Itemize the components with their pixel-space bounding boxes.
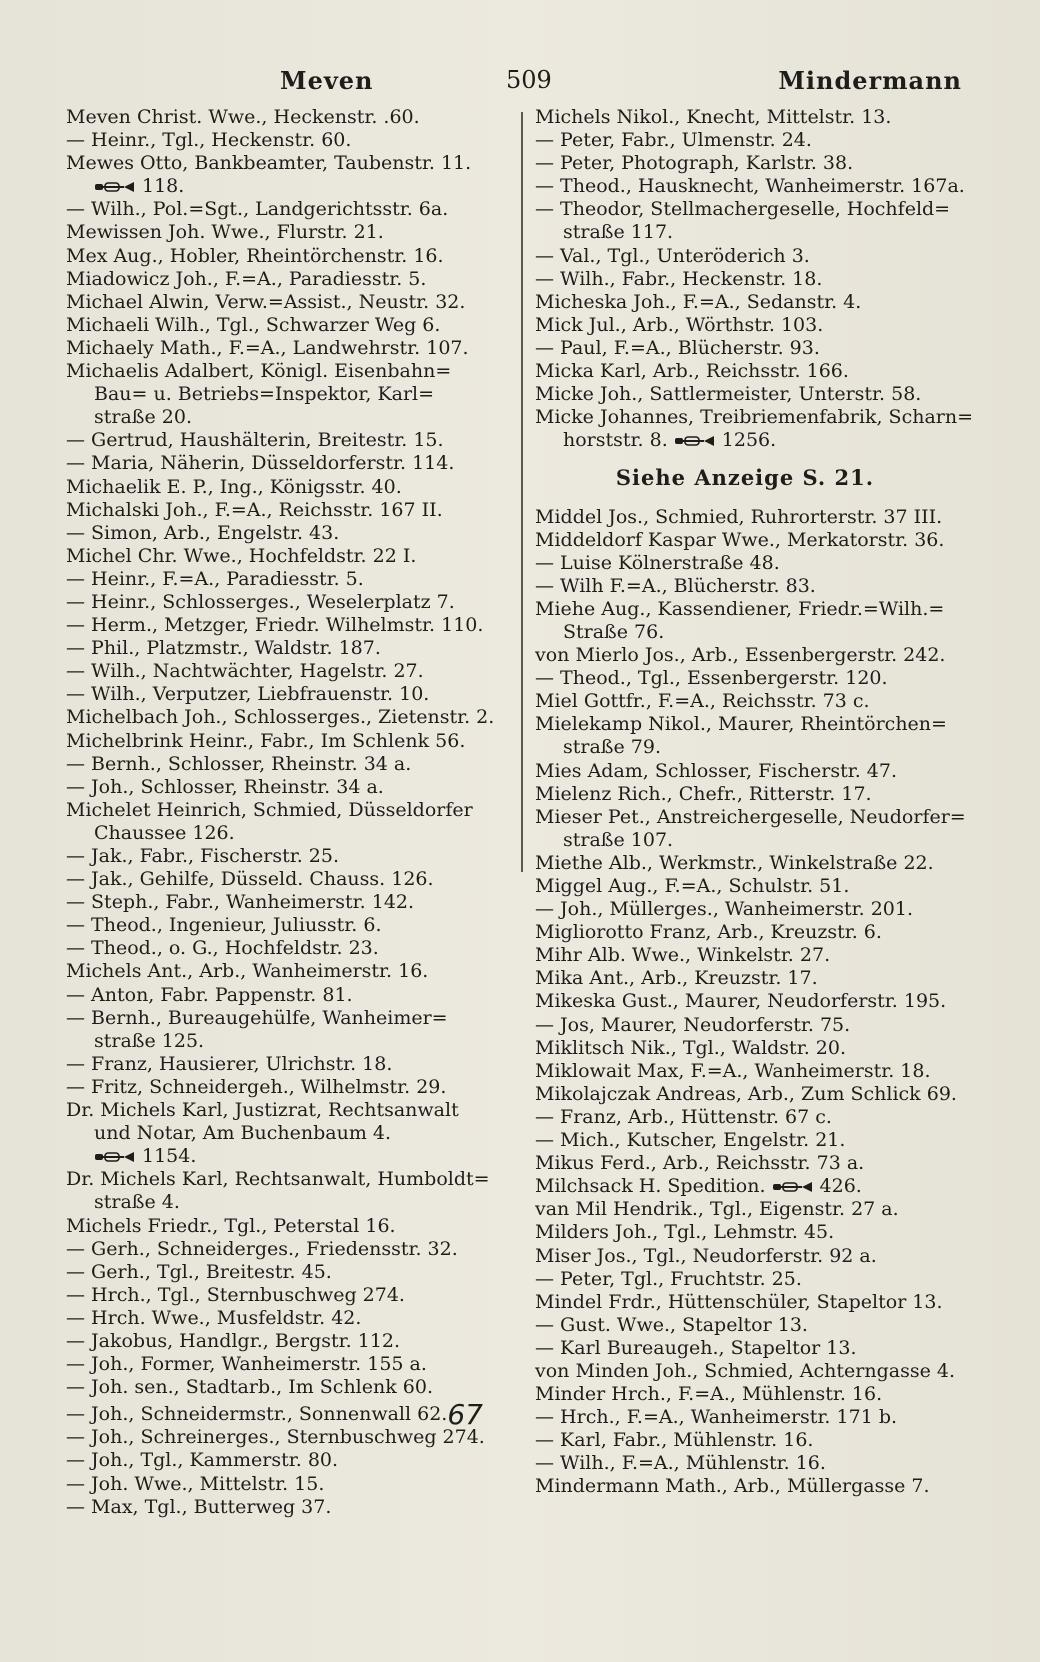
- directory-entry: [66, 522, 506, 545]
- entry-line: — Wilh., Nachtwächter, Hagelstr. 27.: [66, 660, 424, 683]
- directory-entry: [66, 1496, 506, 1519]
- directory-entry: [66, 1168, 506, 1214]
- entry-line: — Heinr., Schlosserges., Weselerplatz 7.: [66, 590, 455, 613]
- entry-line: — Mich., Kutscher, Engelstr. 21.: [535, 1129, 846, 1152]
- entry-line: — Hrch., Tgl., Sternbuschweg 274.: [66, 1283, 405, 1306]
- directory-entry: [66, 591, 506, 614]
- directory-entry: [535, 360, 955, 383]
- entry-line: Michelbach Joh., Schlosserges., Zietenstr. 2.: [66, 706, 495, 729]
- directory-entry: [66, 776, 506, 799]
- left-column: [66, 106, 506, 1519]
- directory-entry: [535, 291, 955, 314]
- directory-entry: [535, 1360, 955, 1383]
- entry-line: Miadowicz Joh., F.=A., Paradiesstr. 5.: [66, 267, 427, 290]
- directory-entry: [535, 944, 955, 967]
- entry-line: — Joh. sen., Stadtarb., Im Schlenk 60.: [66, 1376, 434, 1399]
- entry-line: — Wilh., F.=A., Mühlenstr. 16.: [535, 1452, 826, 1475]
- entry-line: Mick Jul., Arb., Wörthstr. 103.: [535, 313, 824, 336]
- entry-line: Michaelis Adalbert, Königl. Eisenbahn=: [66, 360, 452, 383]
- directory-entry: [535, 1291, 955, 1314]
- entry-line: — Joh., Former, Wanheimerstr. 155 a.: [66, 1353, 427, 1376]
- directory-entry: [535, 1014, 955, 1037]
- entry-line: Mihr Alb. Wwe., Winkelstr. 27.: [535, 944, 831, 967]
- directory-entry: [535, 337, 955, 360]
- entry-line: — Herm., Metzger, Friedr. Wilhelmstr. 110.: [66, 614, 484, 637]
- directory-entry: [66, 660, 506, 683]
- entry-line: Mielenz Rich., Chefr., Ritterstr. 17.: [535, 782, 872, 805]
- entry-line: — Paul, F.=A., Blücherstr. 93.: [535, 336, 820, 359]
- entry-line: Michelet Heinrich, Schmied, Düsseldorfer: [66, 798, 473, 821]
- entry-line: — Joh., Schlosser, Rheinstr. 34 a.: [66, 775, 384, 798]
- directory-entry: [535, 1383, 955, 1406]
- entry-line: Middel Jos., Schmied, Ruhrorterstr. 37 III.: [535, 505, 943, 528]
- entry-line: Mies Adam, Schlosser, Fischerstr. 47.: [535, 759, 897, 782]
- directory-entry: [66, 1261, 506, 1284]
- directory-entry: [66, 1330, 506, 1353]
- directory-entry: [66, 337, 506, 360]
- entry-line: — Wilh F.=A., Blücherstr. 83.: [535, 574, 816, 597]
- entry-line: — Joh., Schneidermstr., Sonnenwall 62.67: [66, 1398, 483, 1432]
- directory-entry: [66, 1284, 506, 1307]
- entry-continuation: straße 79.: [563, 736, 661, 759]
- entry-line: Dr. Michels Karl, Justizrat, Rechtsanwalt: [66, 1099, 459, 1122]
- entry-continuation: straße 20.: [94, 406, 192, 429]
- entry-line: — Peter, Fabr., Ulmenstr. 24.: [535, 129, 812, 152]
- entry-continuation: horststr. 8. 1256.: [563, 429, 777, 452]
- entry-line: — Franz, Hausierer, Ulrichstr. 18.: [66, 1052, 393, 1075]
- directory-entry: [66, 891, 506, 914]
- directory-entry: [66, 1426, 506, 1449]
- entry-line: Michels Nikol., Knecht, Mittelstr. 13.: [535, 106, 892, 128]
- directory-entry: [66, 1007, 506, 1053]
- entry-line: — Peter, Tgl., Fruchtstr. 25.: [535, 1267, 802, 1290]
- directory-entry: [535, 506, 955, 529]
- directory-entry: [66, 476, 506, 499]
- entry-line: Miklitsch Nik., Tgl., Waldstr. 20.: [535, 1036, 846, 1059]
- entry-line: Mielekamp Nikol., Maurer, Rheintörchen=: [535, 713, 947, 736]
- entry-line: — Max, Tgl., Butterweg 37.: [66, 1495, 332, 1518]
- directory-entry: [66, 845, 506, 868]
- directory-entry: [535, 575, 955, 598]
- directory-entry: [535, 1106, 955, 1129]
- entry-line: — Theod., o. G., Hochfeldstr. 23.: [66, 937, 379, 960]
- entry-line: Michelbrink Heinr., Fabr., Im Schlenk 56.: [66, 729, 466, 752]
- directory-entry: [535, 1175, 955, 1198]
- entry-line: — Theod., Hausknecht, Wanheimerstr. 167a.: [535, 175, 965, 198]
- entry-line: Mewes Otto, Bankbeamter, Taubenstr. 11.: [66, 152, 472, 175]
- entry-line: Michaeli Wilh., Tgl., Schwarzer Weg 6.: [66, 313, 441, 336]
- entry-line: Mindermann Math., Arb., Müllergasse 7.: [535, 1475, 930, 1498]
- directory-entry: [535, 1429, 955, 1452]
- telephone-icon: [94, 1150, 136, 1164]
- entry-line: Mex Aug., Hobler, Rheintörchenstr. 16.: [66, 244, 444, 267]
- advertisement-notice: Siehe Anzeige S. 21.: [615, 465, 875, 491]
- directory-entry: [66, 614, 506, 637]
- directory-entry: [535, 1037, 955, 1060]
- directory-entry: [535, 1337, 955, 1360]
- entry-line: — Theod., Tgl., Essenbergerstr. 120.: [535, 667, 888, 690]
- entry-line: — Jakobus, Handlgr., Bergstr. 112.: [66, 1329, 401, 1352]
- entry-line: Micke Joh., Sattlermeister, Unterstr. 58.: [535, 383, 922, 406]
- directory-entry: [535, 1406, 955, 1429]
- entry-line: Michel Chr. Wwe., Hochfeldstr. 22 I.: [66, 544, 417, 567]
- phone-number: 1154.: [142, 1145, 197, 1168]
- entry-line: — Theodor, Stellmachergeselle, Hochfeld=: [535, 198, 951, 221]
- entry-line: — Heinr., F.=A., Paradiesstr. 5.: [66, 567, 364, 590]
- entry-line: Mieser Pet., Anstreichergeselle, Neudorfer=: [535, 805, 966, 828]
- directory-entry: [535, 106, 955, 129]
- directory-entry: [66, 868, 506, 891]
- entry-line: — Jak., Fabr., Fischerstr. 25.: [66, 845, 340, 867]
- entry-continuation: straße 125.: [94, 1029, 205, 1052]
- phone-number: 426.: [819, 1175, 862, 1198]
- directory-entry: [66, 1053, 506, 1076]
- directory-entry: [535, 1198, 955, 1221]
- telephone-icon: [674, 434, 716, 448]
- directory-entry: [66, 360, 506, 429]
- entry-line: Micke Johannes, Treibriemenfabrik, Scharn=: [535, 406, 974, 429]
- entry-line: — Hrch. Wwe., Musfeldstr. 42.: [66, 1306, 362, 1329]
- directory-entry: [66, 198, 506, 221]
- directory-entry: [535, 760, 955, 783]
- entry-line: Michaelik E. P., Ing., Königsstr. 40.: [66, 475, 402, 498]
- directory-entry: [66, 499, 506, 522]
- entry-line: — Karl, Fabr., Mühlenstr. 16.: [535, 1429, 814, 1452]
- entry-continuation: straße 117.: [563, 221, 674, 244]
- entry-continuation: Bau= u. Betriebs=Inspektor, Karl=: [94, 383, 435, 406]
- entry-line: Mikus Ferd., Arb., Reichsstr. 73 a.: [535, 1152, 865, 1175]
- directory-entry: [535, 1129, 955, 1152]
- directory-entry: [535, 406, 974, 452]
- directory-entry: [66, 545, 506, 568]
- directory-entry: [535, 690, 955, 713]
- entry-line: Michels Friedr., Tgl., Peterstal 16.: [66, 1214, 396, 1237]
- directory-entry: [535, 921, 955, 944]
- directory-entry: [535, 990, 955, 1013]
- entry-line: Miel Gottfr., F.=A., Reichsstr. 73 c.: [535, 690, 870, 713]
- directory-entry: [535, 1221, 955, 1244]
- page-header: [66, 60, 974, 100]
- directory-entry: [66, 568, 506, 591]
- directory-entry: [535, 529, 955, 552]
- directory-entry: [535, 783, 955, 806]
- directory-entry: [66, 799, 506, 845]
- phone-number: 118.: [142, 175, 185, 198]
- directory-entry: [66, 221, 506, 244]
- telephone-icon: [94, 180, 136, 194]
- phone-line: [66, 175, 506, 198]
- directory-entry: [66, 268, 506, 291]
- directory-entry: [535, 1268, 955, 1291]
- directory-entry: [535, 314, 955, 337]
- entry-line: — Joh., Müllerges., Wanheimerstr. 201.: [535, 898, 914, 921]
- entry-line: Middeldorf Kaspar Wwe., Merkatorstr. 36.: [535, 528, 945, 551]
- directory-entry: [535, 644, 955, 667]
- entry-line: — Anton, Fabr. Pappenstr. 81.: [66, 983, 353, 1006]
- entry-line: — Maria, Näherin, Düsseldorferstr. 114.: [66, 452, 455, 475]
- entry-line: — Jak., Gehilfe, Düsseld. Chauss. 126.: [66, 868, 434, 891]
- directory-entry: [535, 152, 955, 175]
- directory-entry: [66, 1099, 506, 1168]
- entry-line: Micka Karl, Arb., Reichsstr. 166.: [535, 360, 849, 383]
- entry-continuation: Chaussee 126.: [94, 821, 235, 844]
- entry-line: Micheska Joh., F.=A., Sedanstr. 4.: [535, 290, 862, 313]
- header-left-keyword: Meven: [280, 66, 374, 95]
- entry-line: — Bernh., Bureaugehülfe, Wanheimer=: [66, 1006, 448, 1029]
- directory-entry: [535, 713, 955, 759]
- entry-line: Migliorotto Franz, Arb., Kreuzstr. 6.: [535, 921, 882, 944]
- directory-entry: [66, 683, 506, 706]
- entry-line: — Hrch., F.=A., Wanheimerstr. 171 b.: [535, 1406, 898, 1429]
- directory-entry: [66, 706, 506, 729]
- directory-entry: [66, 245, 506, 268]
- directory-entry: [66, 1473, 506, 1496]
- entry-line: — Gerh., Schneiderges., Friedensstr. 32.: [66, 1237, 458, 1260]
- entry-line: — Franz, Arb., Hüttenstr. 67 c.: [535, 1105, 832, 1128]
- entry-line: Mewissen Joh. Wwe., Flurstr. 21.: [66, 221, 384, 244]
- entry-line: — Heinr., Tgl., Heckenstr. 60.: [66, 129, 352, 152]
- entry-line: Miehe Aug., Kassendiener, Friedr.=Wilh.=: [535, 597, 945, 620]
- entry-line: Michael Alwin, Verw.=Assist., Neustr. 32.: [66, 290, 466, 313]
- directory-entry: [535, 198, 955, 244]
- directory-entry: [66, 984, 506, 1007]
- directory-entry: [535, 598, 955, 644]
- directory-entry: [66, 291, 506, 314]
- entry-line: Milchsack H. Spedition. 426.: [535, 1175, 862, 1198]
- directory-entry: [535, 1314, 955, 1337]
- directory-entry: [66, 152, 506, 198]
- directory-entry: [535, 1152, 955, 1175]
- directory-entry: [535, 129, 955, 152]
- directory-entry: [66, 730, 506, 753]
- entry-line: — Luise Kölnerstraße 48.: [535, 551, 780, 574]
- entry-continuation: Straße 76.: [563, 620, 665, 643]
- entry-line: Miethe Alb., Werkmstr., Winkelstraße 22.: [535, 851, 934, 874]
- entry-line: — Peter, Photograph, Karlstr. 38.: [535, 152, 854, 175]
- header-right-keyword: Mindermann: [778, 66, 962, 95]
- entry-line: — Val., Tgl., Unteröderich 3.: [535, 244, 810, 267]
- entry-line: — Karl Bureaugeh., Stapeltor 13.: [535, 1336, 857, 1359]
- entry-continuation: straße 107.: [563, 828, 674, 851]
- entry-line: — Joh., Schreinerges., Sternbuschweg 274.: [66, 1426, 485, 1449]
- entry-line: — Wilh., Pol.=Sgt., Landgerichtsstr. 6a.: [66, 198, 449, 221]
- entry-line: Miklowait Max, F.=A., Wanheimerstr. 18.: [535, 1059, 931, 1082]
- entry-line: — Gerh., Tgl., Breitestr. 45.: [66, 1260, 332, 1283]
- entry-line: Miggel Aug., F.=A., Schulstr. 51.: [535, 875, 850, 897]
- directory-entry: [66, 1353, 506, 1376]
- entry-line: — Gertrud, Haushälterin, Breitestr. 15.: [66, 429, 444, 452]
- directory-entry: [66, 637, 506, 660]
- entry-line: von Minden Joh., Schmied, Achterngasse 4.: [535, 1359, 955, 1382]
- entry-line: Michalski Joh., F.=A., Reichsstr. 167 II.: [66, 498, 443, 521]
- entry-line: Michels Ant., Arb., Wanheimerstr. 16.: [66, 960, 429, 983]
- directory-entry: [66, 1238, 506, 1261]
- handwritten-correction: 67: [447, 1398, 483, 1432]
- phone-number: 1256.: [721, 429, 777, 452]
- directory-entry: [66, 1376, 506, 1399]
- directory-entry: [535, 667, 955, 690]
- entry-line: — Fritz, Schneidergeh., Wilhelmstr. 29.: [66, 1075, 447, 1098]
- column-divider: [521, 112, 523, 872]
- directory-entry: [535, 852, 955, 875]
- directory-entry: [66, 1398, 506, 1432]
- directory-entry: [66, 314, 506, 337]
- directory-entry: [66, 960, 506, 983]
- directory-entry: [535, 383, 955, 406]
- entry-line: Mindel Frdr., Hüttenschüler, Stapeltor 13.: [535, 1290, 943, 1313]
- entry-line: Meven Christ. Wwe., Heckenstr. .60.: [66, 106, 420, 128]
- entry-continuation: und Notar, Am Buchenbaum 4.: [94, 1122, 392, 1145]
- entry-line: Michaely Math., F.=A., Landwehrstr. 107.: [66, 336, 469, 359]
- entry-line: — Gust. Wwe., Stapeltor 13.: [535, 1313, 808, 1336]
- page-number: 509: [506, 66, 552, 94]
- directory-entry: [66, 1215, 506, 1238]
- entry-line: van Mil Hendrik., Tgl., Eigenstr. 27 a.: [535, 1198, 899, 1221]
- directory-entry: [66, 1076, 506, 1099]
- directory-entry: [535, 245, 955, 268]
- entry-line: — Theod., Ingenieur, Juliusstr. 6.: [66, 914, 382, 937]
- entry-line: — Steph., Fabr., Wanheimerstr. 142.: [66, 891, 415, 914]
- directory-entry: [535, 805, 966, 852]
- entry-line: — Wilh., Fabr., Heckenstr. 18.: [535, 267, 823, 290]
- directory-entry: [535, 1060, 955, 1083]
- telephone-icon: [772, 1180, 814, 1194]
- entry-line: Miser Jos., Tgl., Neudorferstr. 92 a.: [535, 1244, 877, 1267]
- entry-line: von Mierlo Jos., Arb., Essenbergerstr. 242.: [535, 644, 946, 667]
- directory-entry: [66, 129, 506, 152]
- phone-line: [66, 1145, 506, 1168]
- directory-entry: [535, 268, 955, 291]
- directory-entry: [535, 1245, 955, 1268]
- entry-line: — Wilh., Verputzer, Liebfrauenstr. 10.: [66, 683, 430, 706]
- directory-entry: [535, 1475, 955, 1498]
- entry-line: Mikolajczak Andreas, Arb., Zum Schlick 69.: [535, 1082, 957, 1105]
- directory-entry: [66, 937, 506, 960]
- entry-line: Mika Ant., Arb., Kreuzstr. 17.: [535, 967, 818, 990]
- entry-line: — Joh. Wwe., Mittelstr. 15.: [66, 1472, 325, 1495]
- directory-entry: [66, 914, 506, 937]
- directory-entry: [66, 106, 506, 129]
- entry-line: — Jos, Maurer, Neudorferstr. 75.: [535, 1013, 851, 1036]
- entry-continuation: straße 4.: [94, 1191, 180, 1214]
- entry-line: — Phil., Platzmstr., Waldstr. 187.: [66, 637, 381, 660]
- right-column: [535, 106, 974, 1499]
- entry-line: — Simon, Arb., Engelstr. 43.: [66, 521, 340, 544]
- entry-line: — Joh., Tgl., Kammerstr. 80.: [66, 1449, 339, 1472]
- directory-entry: [535, 552, 955, 575]
- directory-entry: [535, 967, 955, 990]
- directory-entry: [66, 1307, 506, 1330]
- directory-entry: [66, 429, 506, 452]
- directory-entry: [535, 1452, 955, 1475]
- directory-entry: [535, 1083, 955, 1106]
- directory-entry: [535, 898, 955, 921]
- entry-line: Mikeska Gust., Maurer, Neudorferstr. 195.: [535, 990, 947, 1013]
- directory-entry: [66, 1449, 506, 1472]
- directory-entry: [535, 875, 955, 898]
- directory-entry: [535, 175, 965, 198]
- entry-line: Milders Joh., Tgl., Lehmstr. 45.: [535, 1221, 835, 1244]
- entry-line: Minder Hrch., F.=A., Mühlenstr. 16.: [535, 1383, 883, 1406]
- directory-entry: [66, 753, 506, 776]
- entry-line: Dr. Michels Karl, Rechtsanwalt, Humboldt=: [66, 1168, 490, 1191]
- directory-entry: [66, 452, 506, 475]
- entry-line: — Bernh., Schlosser, Rheinstr. 34 a.: [66, 752, 412, 775]
